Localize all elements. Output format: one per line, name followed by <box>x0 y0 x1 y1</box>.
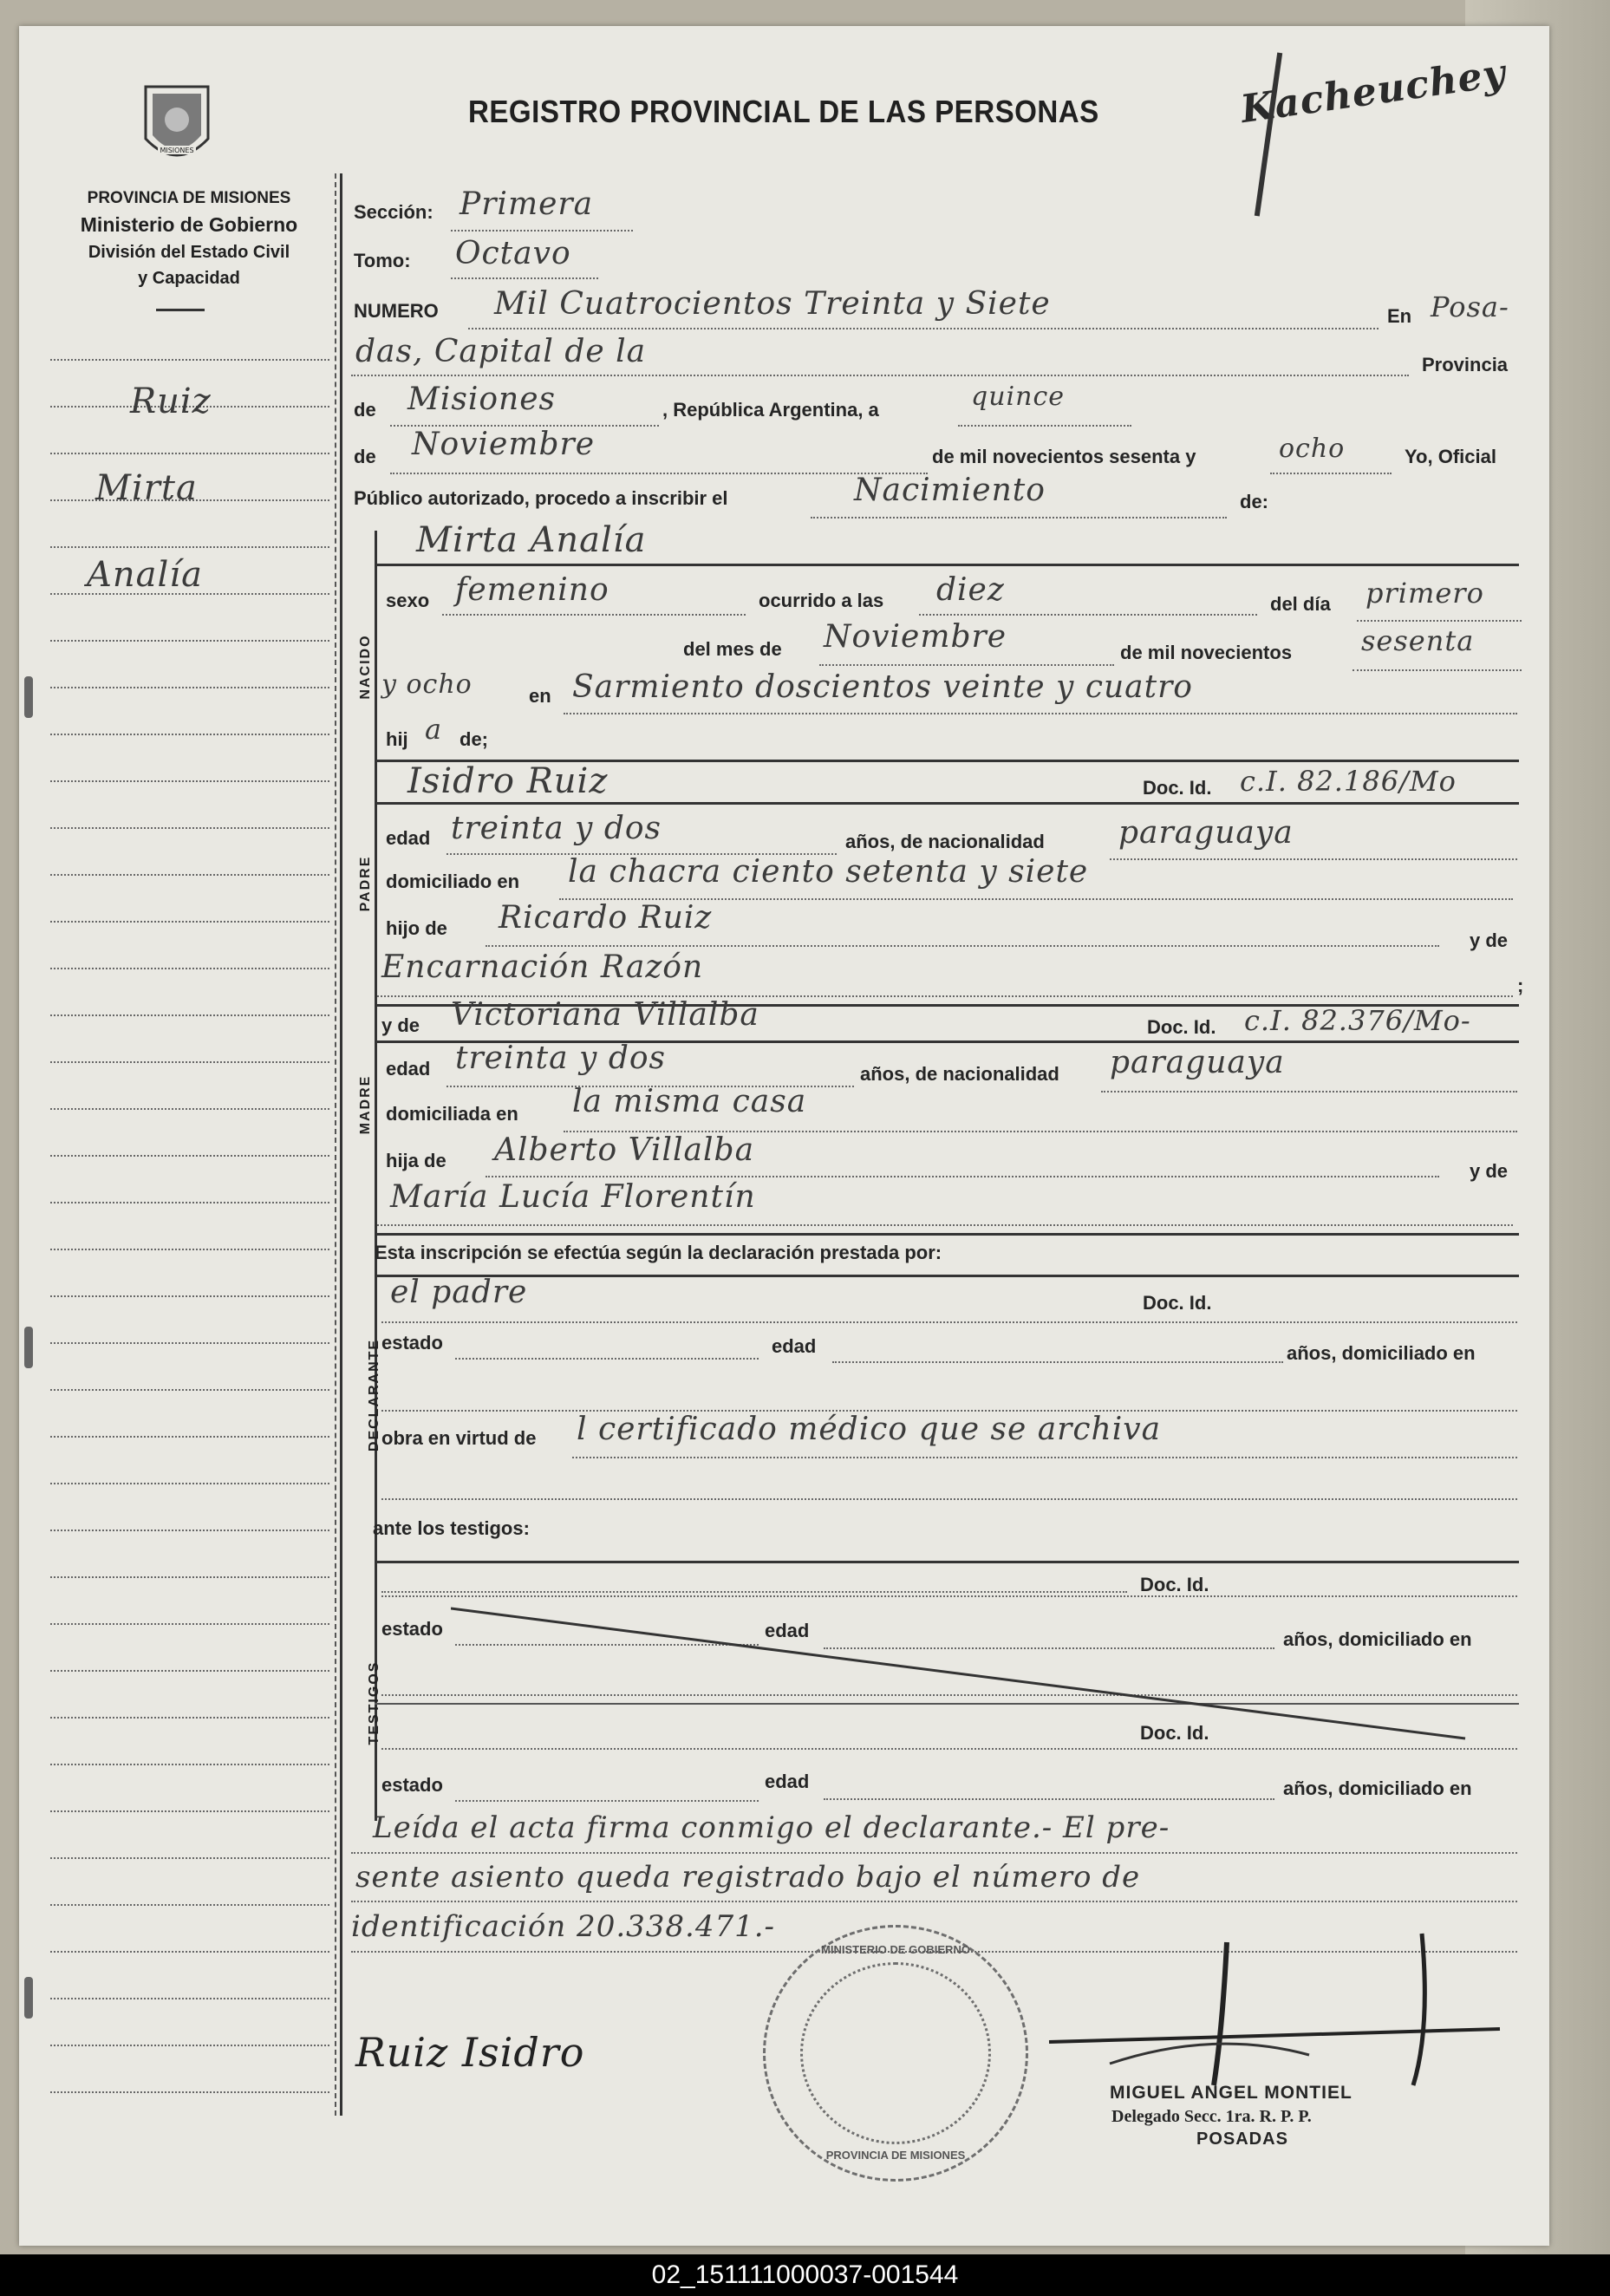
official-city: POSADAS <box>1196 2130 1288 2149</box>
official-role: Delegado Secc. 1ra. R. P. P. <box>1111 2107 1312 2126</box>
sidebar-ruled-line <box>50 1717 329 1719</box>
madre-nac-line <box>1101 1091 1517 1093</box>
en-value: Posa- <box>1431 290 1509 323</box>
sidebar-ruled-line <box>50 1998 329 1999</box>
sidebar-ruled-line <box>50 1904 329 1906</box>
sexo-line <box>442 614 746 616</box>
testigos-top-line <box>375 1561 1519 1563</box>
sidebar-ruled-line <box>50 1202 329 1203</box>
declarante-bottom-line <box>381 1498 1517 1500</box>
sidebar-ruled-line <box>50 1014 329 1016</box>
hij-value: a <box>425 713 443 746</box>
testigo2-edad-label: edad <box>765 1771 810 1792</box>
mes-label: del mes de <box>683 638 782 660</box>
de2-label: de <box>354 446 376 467</box>
nacido-de-label: de; <box>460 728 488 750</box>
sidebar-ruled-line <box>50 546 329 548</box>
hora-line <box>919 614 1257 616</box>
note-text-2: sente asiento queda registrado bajo el número de <box>355 1860 1141 1895</box>
declarante-edad-line <box>832 1361 1283 1363</box>
declarante-estado-label: estado <box>381 1332 443 1353</box>
month-value: Noviembre <box>412 427 596 462</box>
official-signature <box>1040 1925 1526 2098</box>
sidebar-divider <box>156 309 205 311</box>
anio-value1: sesenta <box>1361 624 1475 657</box>
madre-nac-value: paraguaya <box>1110 1045 1285 1080</box>
padre-edad-value: treinta y dos <box>451 811 662 846</box>
numero-line <box>468 328 1379 329</box>
declarante-name: el padre <box>390 1275 528 1310</box>
sidebar-ruled-line <box>50 1155 329 1157</box>
sidebar-ruled-line <box>50 874 329 876</box>
day-value: quince <box>971 382 1065 412</box>
padre-nac-value: paraguaya <box>1118 815 1294 851</box>
sidebar-ruled-line <box>50 1530 329 1531</box>
act-value: Nacimiento <box>854 473 1046 508</box>
padre-name-line <box>375 802 1519 805</box>
madre-edad-label: edad <box>386 1058 431 1080</box>
section-testigos-label: TESTIGOS <box>367 1660 381 1745</box>
padre-dom-value: la chacra ciento setenta y siete <box>568 854 1089 890</box>
testigo1-estado-label: estado <box>381 1618 443 1640</box>
declaracion-label: Esta inscripción se efectúa según la declaración prestada por: <box>375 1242 942 1263</box>
sidebar-ruled-line <box>50 1061 329 1063</box>
testigo1-anos-label: años, domiciliado en <box>1283 1628 1472 1650</box>
sidebar-ruled-line <box>50 1857 329 1859</box>
padre-father-value: Ricardo Ruiz <box>499 900 713 936</box>
ocurrido-label: ocurrido a las <box>759 590 884 611</box>
testigo1-line <box>381 1591 1127 1593</box>
corner-signature: Kacheuchey <box>1237 50 1509 133</box>
testigo1-bottom-line <box>381 1595 1517 1597</box>
province-value: Misiones <box>407 382 557 417</box>
act-line <box>811 517 1227 519</box>
sidebar-ruled-line <box>50 1342 329 1344</box>
testigos-strike-line <box>451 1604 1474 1743</box>
declarante-obra-label: obra en virtud de <box>381 1427 537 1449</box>
sidebar-ruled-line <box>50 1108 329 1110</box>
declarante-doc-label: Doc. Id. <box>1143 1292 1212 1314</box>
sidebar-ministry: Ministerio de Gobierno <box>80 213 298 236</box>
madre-hija-label: hija de <box>386 1150 446 1171</box>
sexo-label: sexo <box>386 590 430 611</box>
section-declarante-label: DECLARANTE <box>367 1338 381 1452</box>
lugar-value: Sarmiento doscientos veinte y cuatro <box>572 669 1193 705</box>
sidebar-ruled-line <box>50 453 329 454</box>
dia-value: primero <box>1366 577 1484 610</box>
declarante-edad-label: edad <box>772 1335 817 1357</box>
sidebar-ruled-line <box>50 1670 329 1672</box>
padre-yde-label: y de <box>1470 929 1509 951</box>
sidebar-ruled-line <box>50 827 329 829</box>
testigo1-doc-label: Doc. Id. <box>1140 1574 1209 1595</box>
testigos-label: ante los testigos: <box>373 1517 530 1539</box>
testigo2-edad-line <box>824 1798 1274 1800</box>
sidebar-ruled-line <box>50 1295 329 1297</box>
document-title: REGISTRO PROVINCIAL DE LAS PERSONAS <box>468 94 1099 129</box>
anio-value2: y ocho <box>381 669 473 700</box>
anio-line1 <box>1353 669 1522 671</box>
year-label: de mil novecientos sesenta y <box>932 446 1196 467</box>
declarante-obra-value: l certificado médico que se archiva <box>577 1412 1162 1447</box>
sidebar-ruled-line <box>50 1483 329 1484</box>
madre-dom-label: domiciliada en <box>386 1103 518 1125</box>
year-value: ocho <box>1279 434 1346 464</box>
testigo2-line <box>381 1748 1517 1750</box>
sidebar-separator <box>335 173 336 2116</box>
testigo2-doc-label: Doc. Id. <box>1140 1722 1209 1744</box>
de3-label: de: <box>1240 491 1268 512</box>
madre-edad-value: treinta y dos <box>455 1040 667 1076</box>
mes-value: Noviembre <box>824 619 1007 655</box>
sidebar-ruled-line <box>50 921 329 923</box>
seccion-label: Sección: <box>354 201 433 223</box>
seccion-value: Primera <box>460 186 594 222</box>
sidebar-ruled-line <box>50 1249 329 1250</box>
padre-nac-line <box>1110 858 1517 860</box>
day-line <box>958 425 1131 427</box>
stamp-top-text: MINISTERIO DE GOBIERNO <box>821 1943 970 1956</box>
sidebar-ruled-line <box>50 1951 329 1953</box>
note-line-1 <box>351 1852 1517 1854</box>
seccion-line <box>451 230 633 232</box>
note-text-1: Leída el acta firma conmigo el declarante.- El pre- <box>373 1810 1170 1845</box>
dia-label: del día <box>1270 593 1331 615</box>
city-value: das, Capital de la <box>355 334 647 369</box>
numero-value: Mil Cuatrocientos Treinta y Siete <box>494 286 1051 322</box>
sidebar-ruled-line <box>50 2091 329 2093</box>
padre-nac-label: años, de nacionalidad <box>845 831 1045 852</box>
nacido-name: Mirta Analía <box>416 520 647 560</box>
official-stamp <box>763 1925 1028 2182</box>
madre-dom-value: la misma casa <box>572 1084 807 1119</box>
section-madre-label: MADRE <box>358 1074 373 1135</box>
sidebar-ruled-line <box>50 687 329 688</box>
testigo1-edad-label: edad <box>765 1620 810 1641</box>
city-line <box>351 375 1409 376</box>
padre-semicolon: ; <box>1517 975 1524 996</box>
tomo-label: Tomo: <box>354 250 411 271</box>
sidebar-ruled-line <box>50 1389 329 1391</box>
sidebar-ruled-line <box>50 359 329 361</box>
publico-label: Público autorizado, procedo a inscribir el <box>354 487 728 509</box>
sidebar-ruled-line <box>50 1436 329 1438</box>
padre-doc-value: c.I. 82.186/Mo <box>1240 765 1457 798</box>
sexo-value: femenino <box>455 572 609 608</box>
madre-bottom-line <box>375 1233 1519 1236</box>
mes-line <box>819 664 1114 666</box>
padre-edad-label: edad <box>386 827 431 849</box>
sidebar-ruled-line <box>50 1764 329 1765</box>
sidebar-ruled-line <box>50 968 329 969</box>
numero-label: NUMERO <box>354 300 439 322</box>
republica-label: , República Argentina, a <box>662 399 879 421</box>
sidebar-second-name: Analía <box>87 555 203 595</box>
madre-yde-label: y de <box>381 1014 420 1036</box>
scan-id-footer: 02_151111000037-001544 <box>0 2254 1610 2296</box>
madre-doc-value: c.I. 82.376/Mo- <box>1244 1004 1471 1037</box>
declarant-signature: Ruiz Isidro <box>355 2029 585 2076</box>
sidebar-first-name: Mirta <box>95 468 198 508</box>
main-frame-left <box>340 173 342 2116</box>
lugar-line <box>564 713 1517 714</box>
sidebar-ruled-line <box>50 1623 329 1625</box>
madre-father-value: Alberto Villalba <box>494 1132 755 1168</box>
padre-father-line <box>486 945 1439 947</box>
testigo2-estado-label: estado <box>381 1774 443 1796</box>
sidebar-ruled-line <box>50 1810 329 1812</box>
testigo2-estado-line <box>455 1800 759 1802</box>
sidebar-division: División del Estado Civil <box>88 243 290 262</box>
official-name: MIGUEL ANGEL MONTIEL <box>1110 2083 1353 2103</box>
month-line <box>390 473 928 474</box>
section-padre-label: PADRE <box>358 855 373 912</box>
anio-label: de mil novecientos <box>1120 642 1293 663</box>
section-nacido-label: NACIDO <box>358 634 373 700</box>
sidebar-ruled-line <box>50 734 329 735</box>
padre-doc-label: Doc. Id. <box>1143 777 1212 799</box>
declarante-top-line <box>375 1275 1519 1277</box>
year-line <box>1270 473 1392 474</box>
padre-dom-label: domiciliado en <box>386 871 520 892</box>
madre-father-line <box>486 1176 1439 1177</box>
nacido-en-label: en <box>529 685 551 707</box>
hora-value: diez <box>936 572 1005 608</box>
hij-label: hij <box>386 728 408 750</box>
sidebar-ruled-line <box>50 780 329 782</box>
sidebar-ruled-line <box>50 2045 329 2046</box>
sidebar-ruled-line <box>50 1576 329 1578</box>
padre-name: Isidro Ruiz <box>407 761 609 801</box>
sidebar-ruled-line <box>50 640 329 642</box>
padre-mother-value: Encarnación Razón <box>381 949 704 985</box>
sidebar-surname: Ruiz <box>130 382 212 421</box>
en-label: En <box>1387 305 1412 327</box>
madre-mother-line <box>377 1224 1513 1226</box>
note-text-3: identificación 20.338.471.- <box>351 1909 776 1944</box>
note-line-2 <box>351 1901 1517 1902</box>
de-label: de <box>354 399 376 421</box>
madre-nac-label: años, de nacionalidad <box>860 1063 1059 1085</box>
declarante-name-line <box>381 1321 1517 1323</box>
stamp-bottom-text: PROVINCIA DE MISIONES <box>825 2149 966 2162</box>
declarante-estado-line <box>455 1358 759 1360</box>
testigo2-anos-label: años, domiciliado en <box>1283 1777 1472 1799</box>
oficial-label: Yo, Oficial <box>1405 446 1496 467</box>
sidebar-province: PROVINCIA DE MISIONES <box>87 189 291 207</box>
sidebar-capacity: y Capacidad <box>138 269 240 288</box>
provincia-label: Provincia <box>1422 354 1509 375</box>
madre-mother-value: María Lucía Florentín <box>390 1179 756 1215</box>
madre-name: Victoriana Villalba <box>451 997 759 1033</box>
emblem-text: MISIONES <box>160 147 194 154</box>
padre-hijo-label: hijo de <box>386 917 447 939</box>
declarante-anos-label: años, domiciliado en <box>1287 1342 1476 1364</box>
declarante-obra-line <box>572 1457 1517 1458</box>
provincial-emblem <box>139 78 215 173</box>
madre-yde2-label: y de <box>1470 1160 1509 1182</box>
dia-line <box>1357 620 1522 622</box>
tomo-value: Octavo <box>455 236 571 271</box>
tomo-line <box>451 277 598 279</box>
madre-doc-label: Doc. Id. <box>1147 1016 1216 1038</box>
nacido-name-line <box>375 564 1519 566</box>
